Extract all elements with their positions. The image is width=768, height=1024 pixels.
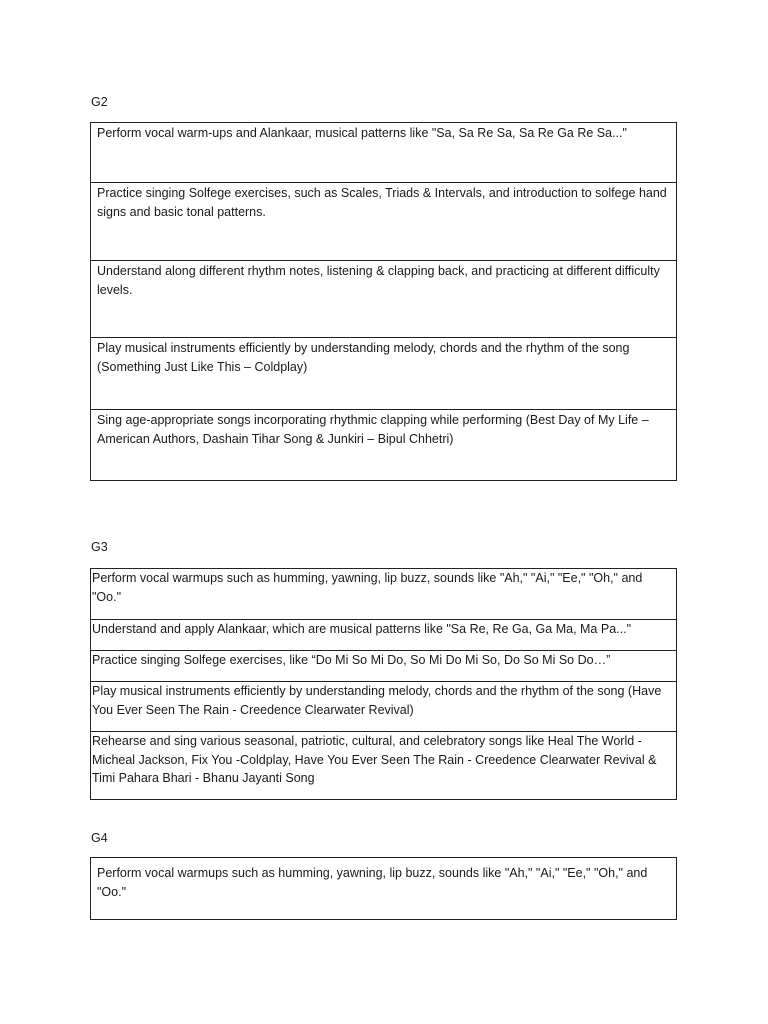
g4-activities-table — [90, 857, 677, 920]
table-row: Understand along different rhythm notes, listening & clapping back, and practicing at different difficulty levels. — [91, 260, 676, 337]
table-row: Sing age-appropriate songs incorporating rhythmic clapping while performing (Best Day of My Life – American Authors, Dashain Tihar Song & Junkiri – Bipul Chhetri) — [91, 409, 676, 480]
table-row: Rehearse and sing various seasonal, patriotic, cultural, and celebratory songs like Heal The World - Micheal Jackson, Fix You -Coldplay, Have You Ever Seen The Rain - Creedence Clearwater Revival & Timi Pahara Bhari - Bhanu Jayanti Song — [91, 731, 676, 799]
table-row: Play musical instruments efficiently by understanding melody, chords and the rhythm of the song (Have You Ever Seen The Rain - Creedence Clearwater Revival) — [91, 681, 676, 731]
section-heading-g3: G3 — [91, 540, 108, 554]
table-row: Play musical instruments efficiently by understanding melody, chords and the rhythm of the song (Something Just Like This – Coldplay) — [91, 337, 676, 409]
table-row: Perform vocal warmups such as humming, yawning, lip buzz, sounds like "Ah," "Ai," "Ee," "Oh," and "Oo." — [97, 866, 648, 899]
g3-activities-table — [90, 568, 677, 800]
table-row: Understand and apply Alankaar, which are musical patterns like "Sa Re, Re Ga, Ga Ma, Ma Pa..." — [91, 619, 676, 650]
table-row: Practice singing Solfege exercises, such as Scales, Triads & Intervals, and introduction to solfege hand signs and basic tonal patterns. — [91, 182, 676, 260]
table-row: Practice singing Solfege exercises, like “Do Mi So Mi Do, So Mi Do Mi So, Do So Mi So Do…” — [91, 650, 676, 681]
section-heading-g4: G4 — [91, 831, 108, 845]
g2-activities-table — [90, 122, 677, 481]
section-heading-g2: G2 — [91, 95, 108, 109]
table-row: Perform vocal warmups such as humming, yawning, lip buzz, sounds like "Ah," "Ai," "Ee," "Oh," and "Oo." — [92, 571, 643, 604]
table-row: Perform vocal warm-ups and Alankaar, musical patterns like "Sa, Sa Re Sa, Sa Re Ga Re Sa..." — [97, 126, 627, 140]
